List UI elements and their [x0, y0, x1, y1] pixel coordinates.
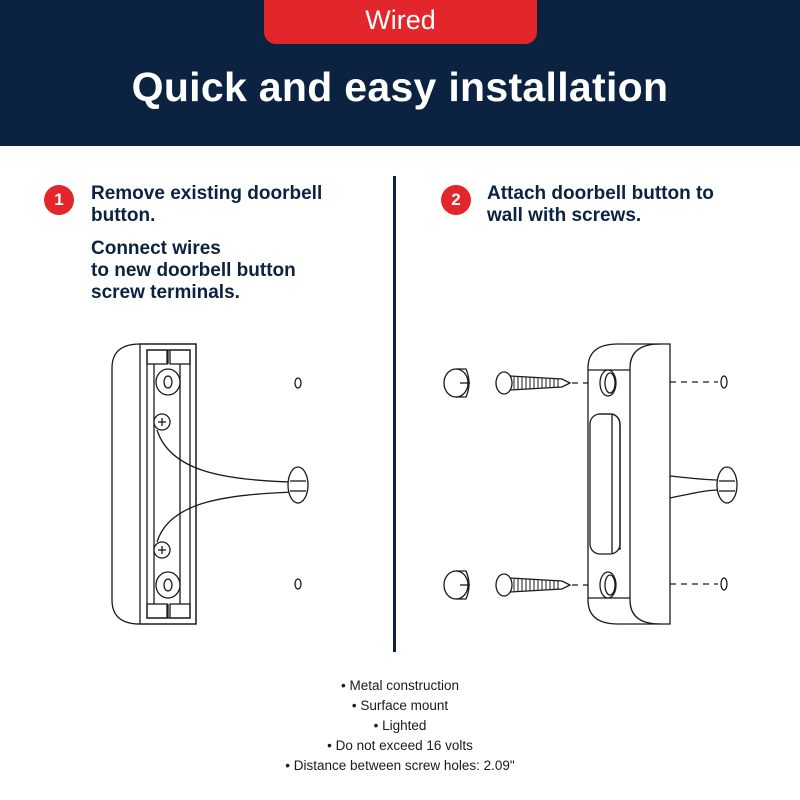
step-1-sub-line-1: Connect wires [91, 238, 221, 259]
feature-item: • Distance between screw holes: 2.09" [285, 758, 515, 773]
step-2-instruction [487, 183, 714, 227]
step-1-sub-line-3: screw terminals. [91, 282, 240, 303]
step-2-line-1: Attach doorbell button to [487, 183, 714, 204]
feature-item: • Surface mount [351, 698, 449, 713]
step-1-line-2: button. [91, 205, 156, 226]
step-1-sub-instruction [91, 238, 296, 304]
step-1-line-1: Remove existing doorbell [91, 183, 323, 204]
doorbell-screw-mounting-illustration [430, 330, 750, 630]
feature-item: • Lighted [373, 718, 427, 733]
step-2-number-badge: 2 [441, 185, 471, 215]
feature-list [0, 676, 800, 776]
wired-doorbell-back-illustration [100, 330, 340, 630]
step-divider [393, 176, 396, 652]
step-1-sub-line-2: to new doorbell button [91, 260, 296, 281]
page-title: Quick and easy installation [131, 64, 669, 110]
step-2-line-2: wall with screws. [487, 205, 642, 226]
step-1-number-badge: 1 [44, 185, 74, 215]
feature-item: • Metal construction [340, 678, 460, 693]
wired-badge: Wired [264, 0, 537, 44]
header-banner [0, 0, 800, 146]
step-1-instruction [91, 183, 322, 227]
feature-item: • Do not exceed 16 volts [327, 738, 473, 753]
